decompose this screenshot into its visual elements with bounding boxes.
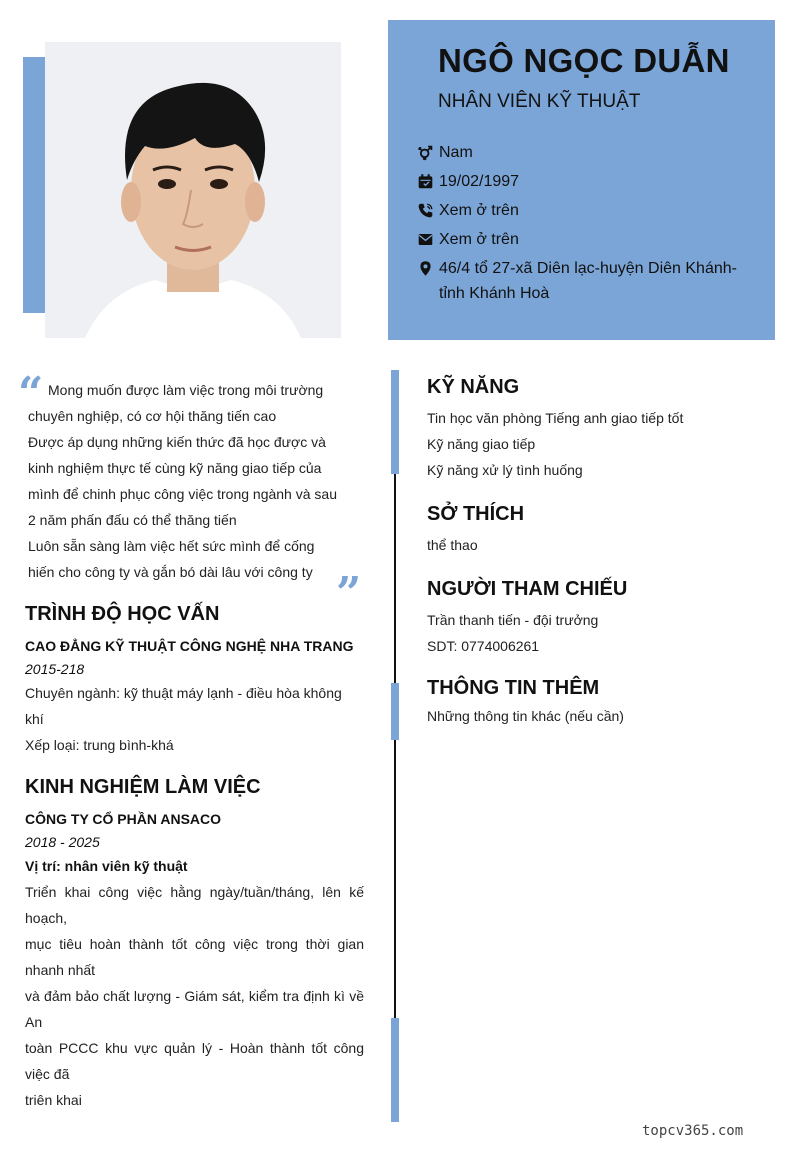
contact-phone [417, 198, 762, 223]
skills-section [427, 372, 777, 483]
address-value: 46/4 tổ 27-xã Diên lạc-huyện Diên Khánh-tỉnh Khánh Hoà [439, 260, 737, 302]
birthday-value: 19/02/1997 [439, 173, 520, 190]
timeline-divider [394, 370, 396, 1120]
experience-desc-line: Triển khai công việc hằng ngày/tuần/tháng, lên kế hoạch, [25, 884, 364, 926]
references-title: NGƯỜI THAM CHIẾU [427, 578, 628, 600]
timeline-accent-top [391, 370, 399, 474]
education-major: Chuyên ngành: kỹ thuật máy lạnh - điều hòa không khí [25, 685, 342, 727]
contact-gender [417, 140, 762, 165]
education-section [25, 600, 364, 758]
timeline-accent-bottom [391, 1018, 399, 1122]
extra-info-item: Những thông tin khác (nếu cần) [427, 708, 624, 724]
objective-line: chuyên nghiệp, có cơ hội thăng tiến cao [28, 408, 277, 424]
objective-line: Luôn sẵn sàng làm việc hết sức mình để cống [28, 538, 315, 554]
skill-item: Kỹ năng giao tiếp [427, 436, 536, 452]
gender-value: Nam [439, 144, 473, 161]
company-name: CÔNG TY CỔ PHẦN ANSACO [25, 811, 222, 827]
experience-desc-line: triên khai [25, 1092, 82, 1108]
header-panel [388, 20, 775, 340]
education-title: TRÌNH ĐỘ HỌC VẤN [25, 603, 220, 625]
phone-value: Xem ở trên [439, 202, 519, 219]
calendar-icon [417, 169, 439, 194]
email-value: Xem ở trên [439, 231, 519, 248]
experience-desc-line: và đảm bảo chất lượng - Giám sát, kiểm tra định kì về An [25, 988, 364, 1030]
experience-title: KINH NGHIỆM LÀM VIỆC [25, 776, 261, 798]
contact-birthday [417, 169, 762, 194]
experience-period: 2018 - 2025 [25, 834, 100, 850]
extra-info-title: THÔNG TIN THÊM [427, 677, 600, 699]
skill-item: Tin học văn phòng Tiếng anh giao tiếp tốt [427, 410, 684, 426]
gender-icon [417, 140, 439, 165]
education-period: 2015-218 [25, 661, 85, 677]
timeline-accent-middle [391, 683, 399, 740]
reference-item: Trần thanh tiến - đội trưởng [427, 612, 599, 628]
phone-icon [417, 198, 439, 223]
extra-info-section [427, 673, 777, 729]
quote-open-icon: “ [18, 368, 44, 419]
experience-position: Vị trí: nhân viên kỹ thuật [25, 858, 188, 874]
experience-desc-line: toàn PCCC khu vực quản lý - Hoàn thành tốt công việc đã [25, 1040, 364, 1082]
education-grade: Xếp loại: trung bình-khá [25, 737, 174, 753]
hobbies-section [427, 499, 777, 558]
watermark: topcv365.com [642, 1123, 744, 1139]
location-icon [417, 256, 439, 281]
job-title: NHÂN VIÊN KỸ THUẬT [438, 91, 641, 112]
contact-email [417, 227, 762, 252]
reference-item: SDT: 0774006261 [427, 638, 540, 654]
objective-line: hiến cho công ty và gắn bó dài lâu với công ty [28, 564, 313, 580]
references-section [427, 574, 777, 659]
candidate-name: NGÔ NGỌC DUẪN [438, 42, 730, 79]
objective-line: Mong muốn được làm việc trong môi trường [48, 382, 324, 398]
left-column [25, 600, 364, 1113]
objective-line: mình để chinh phục công việc trong ngành và sau [28, 486, 337, 502]
objective-text [28, 377, 337, 585]
hobbies-title: SỞ THÍCH [427, 503, 525, 525]
email-icon [417, 227, 439, 252]
skill-item: Kỹ năng xử lý tình huống [427, 462, 583, 478]
school-name: CAO ĐẲNG KỸ THUẬT CÔNG NGHỆ NHA TRANG [25, 638, 354, 654]
skills-title: KỸ NĂNG [427, 376, 520, 398]
contact-address [417, 256, 762, 306]
portrait-illustration [45, 42, 341, 338]
experience-section [25, 773, 364, 1113]
quote-close-icon: ” [336, 568, 362, 619]
objective-line: Được áp dụng những kiến thức đã học được và [28, 434, 326, 450]
profile-photo [45, 42, 341, 338]
objective-line: kinh nghiệm thực tế cùng kỹ năng giao tiếp của [28, 460, 322, 476]
contact-list [417, 140, 762, 310]
objective-line: 2 năm phấn đấu có thể thăng tiến [28, 512, 237, 528]
hobby-item: thể thao [427, 537, 478, 553]
experience-desc-line: mục tiêu hoàn thành tốt công việc trong thời gian nhanh nhất [25, 936, 364, 978]
right-column [427, 372, 777, 729]
